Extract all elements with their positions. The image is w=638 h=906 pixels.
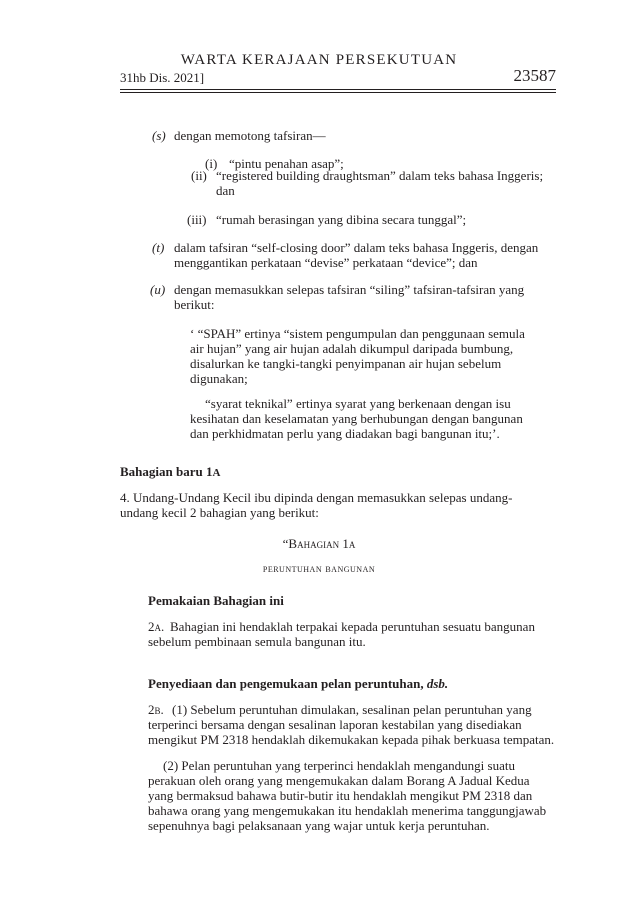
item-s-sub-2-label: (ii): [191, 168, 207, 183]
para-2a-line-2: sebelum pembinaan semula bangunan itu.: [148, 634, 366, 649]
item-t-line-2: menggantikan perkataan “devise” perkataan “device”; dan: [174, 255, 478, 270]
item-t-label: (t): [152, 240, 165, 255]
item-s-sub-2-text-cont: dan: [216, 183, 235, 198]
item-s-sub-2-text: “registered building draughtsman” dalam teks bahasa Inggeris;: [216, 168, 544, 183]
heading-2b-suffix: dsb.: [426, 676, 449, 691]
part-subheading: peruntuhan bangunan: [262, 563, 376, 575]
para-2b-2-line-4: bahawa orang yang mengemukakan itu hendaklah menerima tanggungjawab: [148, 803, 547, 818]
definition-syarat-line-3: dan perkhidmatan perlu yang diadakan bagi bangunan itu;’.: [190, 426, 500, 441]
para-2b-1-line-3: mengikut PM 2318 hendaklah dikemukakan kepada pihak berkuasa tempatan.: [148, 732, 555, 747]
definition-spah-line-4: digunakan;: [190, 371, 248, 386]
item-s-sub-3-text: “rumah berasingan yang dibina secara tunggal”;: [216, 212, 467, 227]
para-2b-number: 2b.: [148, 702, 164, 717]
part-heading: “Bahagian 1a: [282, 536, 356, 551]
heading-2b: [148, 676, 448, 692]
item-s-label: (s): [152, 128, 166, 143]
para-2b-2-line-1: (2) Pelan peruntuhan yang terperinci hendaklah mengandungi suatu: [163, 758, 515, 773]
definition-syarat-line-2: kesihatan dan keselamatan yang berhubungan dengan bangunan: [190, 411, 523, 426]
clause-4-line-1: 4. Undang-Undang Kecil ibu dipinda dengan memasukkan selepas undang-: [120, 490, 513, 505]
gazette-title: WARTA KERAJAAN PERSEKUTUAN: [180, 52, 458, 68]
item-u-label: (u): [150, 282, 166, 297]
header-rule-top: [120, 89, 556, 90]
para-2b-1-line-1: (1) Sebelum peruntuhan dimulakan, sesalinan pelan peruntuhan yang: [172, 702, 532, 717]
para-2a-line-1: Bahagian ini hendaklah terpakai kepada peruntuhan sesuatu bangunan: [170, 619, 535, 634]
para-2b-2-line-3: yang bermaksud bahawa butir-butir itu hendaklah mengikut PM 2318 dan: [148, 788, 533, 803]
item-u-line-1: dengan memasukkan selepas tafsiran “siling” tafsiran-tafsiran yang: [174, 282, 525, 297]
definition-spah-line-2: air hujan” yang air hujan adalah dikumpul daripada bumbung,: [190, 341, 514, 356]
item-s-sub-1-label: (i): [205, 156, 218, 171]
page-number: 23587: [513, 66, 556, 85]
item-s-sub-1-text: “pintu penahan asap”;: [229, 156, 344, 171]
header-rule-bottom: [120, 92, 556, 93]
clause-4-line-2: undang kecil 2 bahagian yang berikut:: [120, 505, 319, 520]
item-t-line-1: dalam tafsiran “self-closing door” dalam teks bahasa Inggeris, dengan: [174, 240, 539, 255]
definition-syarat-line-1: “syarat teknikal” ertinya syarat yang berkenaan dengan isu: [205, 396, 511, 411]
item-s-sub-3-label: (iii): [187, 212, 207, 227]
para-2a-number: 2a.: [148, 619, 165, 634]
issue-date: 31hb Dis. 2021]: [120, 70, 205, 85]
para-2b-2-line-2: perakuan oleh orang yang mengemukakan dalam Borang A Jadual Kedua: [148, 773, 530, 788]
definition-spah-line-3: disalurkan ke tangki-tangki penyimpanan air hujan sebelum: [190, 356, 502, 371]
para-2b-2-line-5: sepenuhnya bagi pelaksanaan yang wajar untuk kerja peruntuhan.: [148, 818, 490, 833]
section-heading-suffix: A: [212, 467, 221, 479]
heading-2b-main: Penyediaan dan pengemukaan pelan peruntuhan,: [148, 676, 424, 691]
section-heading: [120, 464, 220, 480]
item-u-line-2: berikut:: [174, 297, 215, 312]
heading-2a: Pemakaian Bahagian ini: [148, 593, 284, 608]
definition-spah-line-1: ‘ “SPAH” ertinya “sistem pengumpulan dan penggunaan semula: [190, 326, 525, 341]
item-s-text: dengan memotong tafsiran—: [174, 128, 326, 143]
para-2b-1-line-2: terperinci bersama dengan sesalinan laporan kestabilan yang disediakan: [148, 717, 522, 732]
section-heading-main: Bahagian baru 1: [120, 464, 213, 479]
